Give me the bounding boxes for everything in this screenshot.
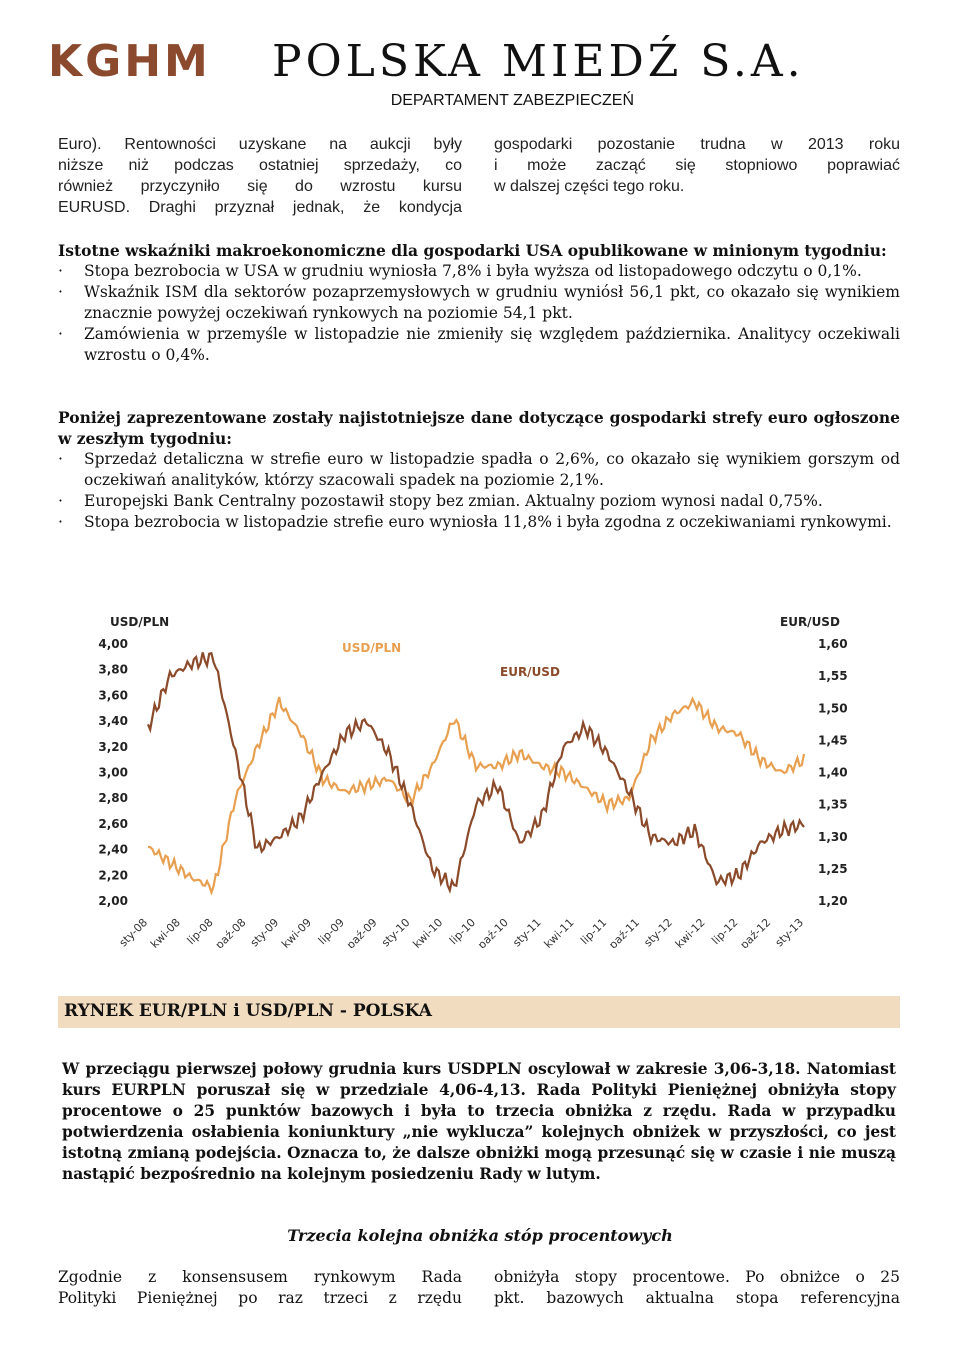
top-right-column	[494, 134, 900, 197]
right-tick-label: 1,25	[818, 861, 848, 876]
list-item: · Zamówienia w przemyśle w listopadzie nie zmieniły się względem października. Analitycy oczekiwali wzrostu o 0,4%.	[58, 324, 900, 366]
eur-usd-annotation: EUR/USD	[500, 665, 560, 679]
company-name: POLSKA MIEDŹ S.A.	[272, 36, 805, 87]
text-line: w dalszej części tego roku.	[494, 178, 685, 195]
section-banner	[58, 996, 900, 1028]
exchange-rate-chart	[92, 608, 868, 948]
banner-title: RYNEK EUR/PLN i USD/PLN - POLSKA	[64, 1001, 432, 1021]
list-item: · Sprzedaż detaliczna w strefie euro w listopadzie spadła o 2,6%, co okazało się wynikiem gorszym od oczekiwań analityków, którzy szacowali spadek na poziomie 2,1%.	[58, 449, 900, 491]
right-tick-label: 1,45	[818, 733, 848, 748]
x-tick-label: kwi-08	[147, 915, 183, 948]
text-line: Euro). Rentowności uzyskane na aukcji były	[58, 136, 462, 153]
left-tick-label: 3,40	[98, 714, 128, 729]
left-tick-label: 3,60	[98, 688, 128, 703]
text-line: obniżyła stopy procentowe. Po obniżce o 25	[494, 1268, 900, 1286]
left-tick-label: 2,40	[98, 842, 128, 857]
x-tick-label: sty-11	[510, 915, 544, 948]
text-line: Polityki Pieniężnej po raz trzeci z rzędu	[58, 1289, 462, 1307]
x-tick-label: lip-11	[578, 915, 610, 948]
right-tick-label: 1,55	[818, 669, 848, 684]
kghm-logo: KGHM	[48, 36, 211, 87]
x-tick-label: lip-10	[446, 915, 479, 948]
x-tick-label: sty-09	[247, 915, 282, 948]
top-left-column	[58, 134, 462, 218]
text-line: Zgodnie z konsensusem rynkowym Rada	[58, 1268, 462, 1286]
text-line: EURUSD. Draghi przyznał jednak, że kondycja	[58, 199, 462, 216]
x-tick-label: kwi-11	[541, 915, 577, 948]
left-tick-label: 2,20	[98, 868, 128, 883]
x-tick-label: paź-11	[606, 915, 643, 948]
text-line: niższe niż podczas ostatniej sprzedaży, co	[58, 157, 462, 174]
usa-heading: Istotne wskaźniki makroekonomiczne dla gospodarki USA opublikowane w minionym tygodniu:	[58, 241, 887, 260]
left-tick-label: 2,00	[98, 894, 128, 908]
x-tick-label: sty-08	[116, 915, 151, 948]
right-tick-label: 1,40	[818, 765, 848, 780]
x-tick-label: kwi-10	[410, 915, 446, 948]
chart-svg	[92, 608, 868, 948]
left-tick-label: 2,60	[98, 816, 128, 831]
usa-section	[58, 240, 900, 366]
text-line: również przyczyniło się do wzrostu kursu	[58, 178, 462, 195]
text-line: pkt. bazowych aktualna stopa referencyjna	[494, 1289, 900, 1307]
x-tick-label: sty-10	[379, 915, 413, 948]
right-tick-label: 1,60	[818, 637, 848, 651]
x-tick-label: paź-08	[212, 915, 249, 948]
x-tick-label: kwi-09	[279, 915, 315, 948]
section-caption: Trzecia kolejna obniżka stóp procentowych	[287, 1226, 673, 1245]
poland-paragraph: W przeciągu pierwszej połowy grudnia kurs USDPLN oscylował w zakresie 3,06-3,18. Natomiast kurs EURPLN poruszał się w przedziale 4,06-4,13. Rada Polityki Pieniężnej obniżyła stopy procentowe o 25 punktów bazowych i była to trzecia obniżka z rzędu. Rada w przypadku potwierdzenia osłabienia koniunktury „nie wyklucza” kolejnych obniżek w przyszłości, co jest istotną zmianą podejścia. Oznacza to, że dalsze obniżki mogą przesunąć się w czasie i nie muszą nastąpić bezpośrednio na kolejnym posiedzeniu Rady w lutym.	[62, 1060, 896, 1183]
x-tick-label: paź-09	[344, 915, 380, 948]
left-tick-label: 3,20	[98, 739, 128, 754]
euro-section	[58, 407, 900, 533]
x-tick-label: sty-13	[772, 915, 807, 948]
euro-heading: Poniżej zaprezentowane zostały najistotniejsze dane dotyczące gospodarki strefy euro ogłoszone w zeszłym tygodniu:	[58, 408, 900, 448]
department-name: DEPARTAMENT ZABEZPIECZEŃ	[390, 92, 634, 109]
x-tick-label: paź-10	[475, 915, 511, 948]
left-tick-label: 2,80	[98, 791, 128, 806]
left-tick-label: 4,00	[98, 637, 128, 651]
series-line-usd-pln	[148, 697, 804, 892]
left-axis-label: USD/PLN	[110, 615, 170, 629]
x-tick-label: lip-08	[184, 915, 216, 948]
bottom-left-column	[58, 1267, 462, 1309]
bottom-right-column	[494, 1267, 900, 1309]
x-tick-label: lip-09	[315, 915, 347, 948]
usd-pln-annotation: USD/PLN	[342, 641, 402, 655]
right-tick-label: 1,20	[818, 894, 848, 908]
list-item: · Stopa bezrobocia w listopadzie strefie euro wyniosła 11,8% i była zgodna z oczekiwaniami rynkowymi.	[58, 512, 900, 533]
list-item: · Europejski Bank Centralny pozostawił stopy bez zmian. Aktualny poziom wynosi nadal 0,75%.	[58, 491, 900, 512]
list-item: · Wskaźnik ISM dla sektorów pozaprzemysłowych w grudniu wyniósł 56,1 pkt, co okazało się wynikiem znacznie powyżej oczekiwań rynkowych na poziomie 54,1 pkt.	[58, 282, 900, 324]
text-line: gospodarki pozostanie trudna w 2013 roku	[494, 136, 900, 153]
left-tick-label: 3,80	[98, 662, 128, 677]
left-tick-label: 3,00	[98, 765, 128, 780]
right-tick-label: 1,30	[818, 829, 848, 844]
text-line: i może zacząć się stopniowo poprawiać	[494, 157, 900, 174]
x-tick-label: lip-12	[709, 915, 741, 948]
right-tick-label: 1,50	[818, 701, 848, 716]
right-axis-label: EUR/USD	[780, 615, 840, 629]
x-tick-label: paź-12	[737, 915, 774, 948]
list-item: · Stopa bezrobocia w USA w grudniu wyniosła 7,8% i była wyższa od listopadowego odczytu o 0,1%.	[58, 261, 900, 282]
x-tick-label: kwi-12	[672, 915, 708, 948]
right-tick-label: 1,35	[818, 797, 848, 812]
x-tick-label: sty-12	[641, 915, 675, 948]
